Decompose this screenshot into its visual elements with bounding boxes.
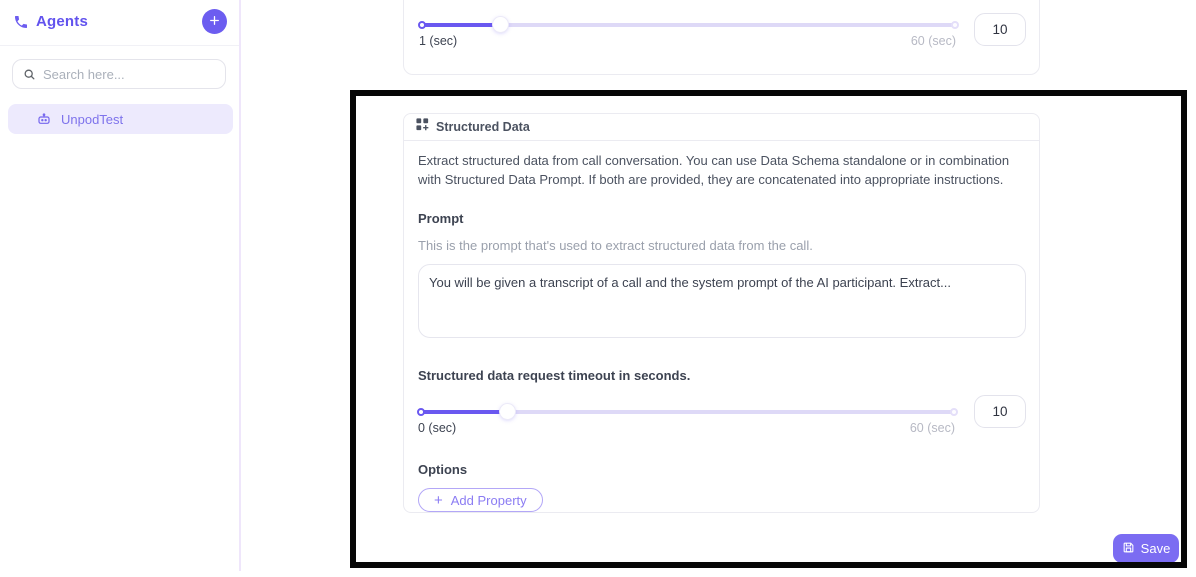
plus-icon: + <box>434 491 443 509</box>
slider-handle[interactable] <box>500 404 515 419</box>
add-property-label: Add Property <box>450 492 527 508</box>
slider-max-label: 60 (sec) <box>909 421 955 435</box>
slider-fill <box>419 23 501 27</box>
slider-end-dot <box>950 408 958 416</box>
card-title: Structured Data <box>436 120 530 134</box>
save-button-label: Save <box>1140 541 1171 556</box>
card-header <box>404 114 1039 141</box>
options-label: Options <box>418 462 468 477</box>
sidebar-header <box>0 0 239 45</box>
slider-handle[interactable] <box>493 17 508 32</box>
search-icon <box>23 68 36 81</box>
timeout-input[interactable] <box>974 395 1026 428</box>
slider-fill <box>418 410 508 414</box>
sidebar-border <box>239 0 241 571</box>
save-icon <box>1122 541 1135 557</box>
card-description: Extract structured data from call conversation. You can use Data Schema standalone or in combination with Structured Data Prompt. If both are provided, they are concatenated into appropriate instructions. <box>418 153 1010 187</box>
page-title: Agents <box>36 13 89 30</box>
sidebar-item-unpodtest[interactable] <box>8 104 233 134</box>
slider-min-label: 1 (sec) <box>419 34 458 48</box>
slider-max-label: 60 (sec) <box>910 34 956 48</box>
top-seconds-slider[interactable] <box>419 17 956 32</box>
slider-min-label: 0 (sec) <box>418 421 457 435</box>
robot-icon <box>36 111 52 127</box>
slider-start-dot <box>418 21 426 29</box>
top-seconds-input[interactable] <box>974 13 1026 46</box>
slider-start-dot <box>417 408 425 416</box>
save-button[interactable] <box>1113 534 1179 563</box>
add-agent-button[interactable] <box>202 9 227 34</box>
prompt-label: Prompt <box>418 211 464 226</box>
top-settings-card <box>403 0 1040 75</box>
search-input[interactable] <box>43 67 215 82</box>
timeout-slider[interactable] <box>418 404 955 419</box>
sidebar-divider <box>0 45 239 46</box>
slider-track[interactable] <box>418 410 955 414</box>
prompt-textarea[interactable] <box>418 264 1026 338</box>
sidebar <box>0 0 239 571</box>
grid-add-icon <box>416 118 429 136</box>
slider-end-dot <box>951 21 959 29</box>
sidebar-item-label: UnpodTest <box>61 111 124 127</box>
phone-icon <box>13 14 29 30</box>
add-property-button[interactable] <box>418 488 543 512</box>
timeout-label: Structured data request timeout in seconds. <box>418 368 691 383</box>
structured-data-card <box>403 113 1040 513</box>
plus-icon <box>208 14 221 30</box>
prompt-hint: This is the prompt that's used to extract structured data from the call. <box>418 238 813 253</box>
search-box[interactable] <box>12 59 226 89</box>
